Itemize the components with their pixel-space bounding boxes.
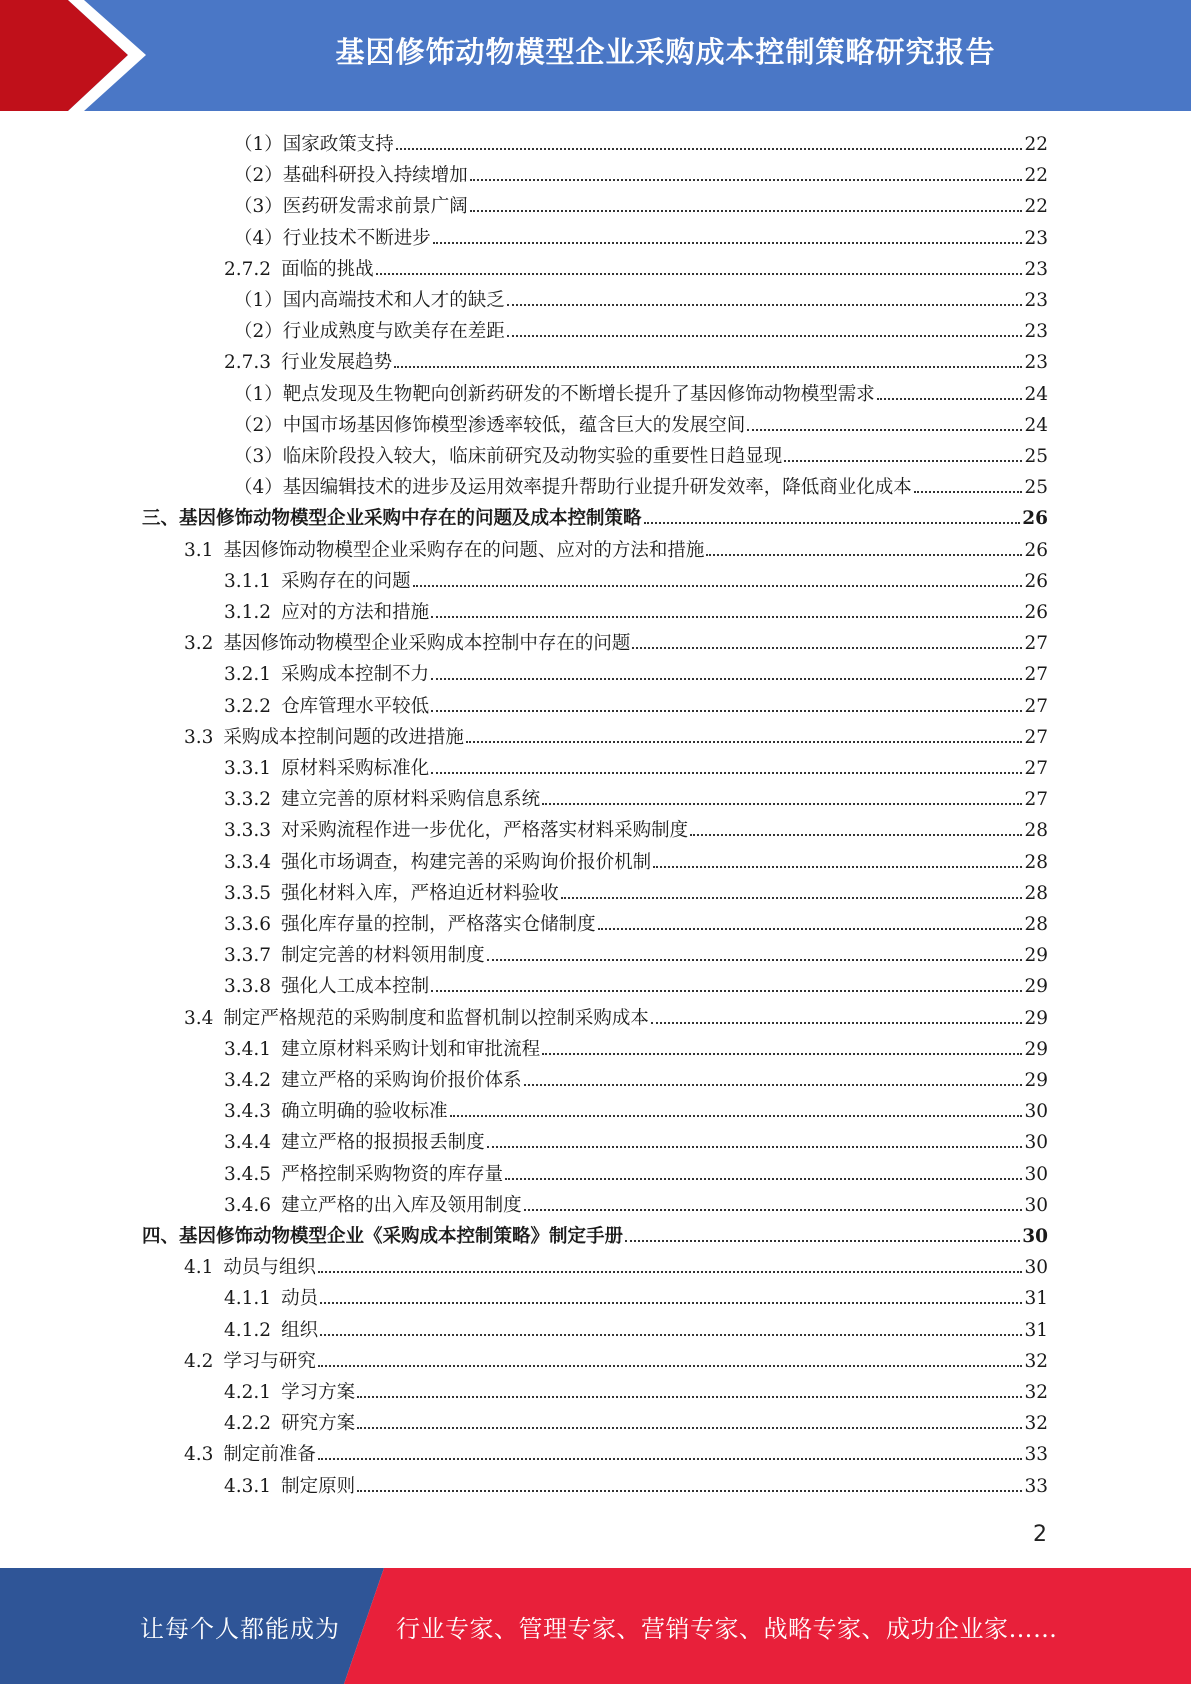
toc-entry-row[interactable] bbox=[224, 1376, 1048, 1404]
toc-entry-title: 严格控制采购物资的库存量 bbox=[281, 1163, 504, 1185]
toc-entry-number: 3.3.6 bbox=[224, 914, 272, 935]
toc-entry-page: 30 bbox=[1022, 1226, 1048, 1247]
toc-entry-number: （2） bbox=[234, 165, 283, 187]
toc-entry-row[interactable] bbox=[184, 721, 1048, 749]
toc-leader-dots bbox=[784, 460, 1022, 462]
toc-entry-title: 中国市场基因修饰模型渗透率较低，蕴含巨大的发展空间 bbox=[282, 414, 746, 436]
toc-entry-page: 29 bbox=[1024, 1007, 1048, 1029]
toc-entry-row[interactable] bbox=[224, 1095, 1048, 1123]
toc-leader-dots bbox=[431, 678, 1022, 680]
toc-leader-dots bbox=[320, 1302, 1022, 1304]
toc-entry-page: 30 bbox=[1024, 1101, 1048, 1123]
toc-entry-row[interactable] bbox=[224, 596, 1048, 624]
toc-entry-row[interactable] bbox=[224, 814, 1048, 842]
toc-entry-row[interactable] bbox=[234, 284, 1048, 312]
toc-entry-title: 行业成熟度与欧美存在差距 bbox=[282, 321, 505, 343]
toc-entry-title: 建立严格的报损报丢制度 bbox=[281, 1132, 485, 1154]
toc-entry-row[interactable] bbox=[184, 1345, 1048, 1373]
toc-entry-number: 3.4.1 bbox=[224, 1038, 272, 1060]
toc-entry-page: 26 bbox=[1024, 570, 1048, 592]
toc-entry-number: 4.3 bbox=[184, 1444, 214, 1466]
toc-entry-page: 31 bbox=[1024, 1319, 1048, 1341]
toc-entry-row[interactable] bbox=[224, 1158, 1048, 1186]
toc-entry-page: 32 bbox=[1024, 1413, 1048, 1435]
toc-entry-number: 3.4.6 bbox=[224, 1194, 272, 1216]
toc-entry-title: 基因修饰动物模型企业采购存在的问题、应对的方法和措施 bbox=[223, 539, 705, 561]
toc-leader-dots bbox=[625, 1240, 1020, 1242]
toc-chapter-row[interactable] bbox=[142, 502, 1048, 530]
toc-entry-page: 27 bbox=[1024, 695, 1048, 717]
toc-leader-dots bbox=[914, 491, 1023, 493]
toc-entry-title: 动员与组织 bbox=[223, 1257, 316, 1279]
toc-leader-dots bbox=[357, 1396, 1022, 1398]
toc-entry-row[interactable] bbox=[234, 378, 1048, 406]
toc-entry-title: 面临的挑战 bbox=[281, 258, 374, 280]
toc-entry-title: 学习与研究 bbox=[223, 1350, 316, 1372]
toc-entry-page: 22 bbox=[1024, 196, 1048, 218]
toc-entry-title: 国内高端技术和人才的缺乏 bbox=[282, 290, 505, 311]
toc-entry-row[interactable] bbox=[184, 1002, 1048, 1030]
toc-entry-number: 3.3.7 bbox=[224, 945, 272, 967]
toc-entry-number: 3.1.1 bbox=[224, 570, 272, 592]
toc-entry-number: （4） bbox=[234, 477, 283, 499]
toc-entry-row[interactable] bbox=[224, 846, 1048, 874]
toc-leader-dots bbox=[524, 1084, 1023, 1086]
toc-leader-dots bbox=[450, 1115, 1023, 1117]
toc-entry-page: 30 bbox=[1024, 1132, 1048, 1154]
toc-entry-page: 29 bbox=[1024, 976, 1048, 998]
toc-entry-row[interactable] bbox=[224, 1189, 1048, 1217]
toc-entry-row[interactable] bbox=[224, 1033, 1048, 1061]
toc-entry-page: 22 bbox=[1024, 165, 1048, 187]
toc-entry-page: 27 bbox=[1024, 664, 1048, 686]
toc-entry-number: 2.7.2 bbox=[224, 258, 272, 280]
toc-leader-dots bbox=[470, 179, 1023, 181]
toc-leader-dots bbox=[431, 990, 1022, 992]
toc-entry-page: 23 bbox=[1024, 352, 1048, 374]
toc-leader-dots bbox=[542, 803, 1022, 805]
toc-entry-number: （4） bbox=[234, 227, 283, 249]
toc-entry-row[interactable] bbox=[234, 409, 1048, 437]
toc-entry-page: 27 bbox=[1024, 758, 1048, 779]
toc-entry-title: 建立严格的采购询价报价体系 bbox=[281, 1070, 522, 1091]
header-arrow-icon bbox=[0, 0, 150, 111]
toc-entry-title: 仓库管理水平较低 bbox=[281, 695, 430, 717]
toc-entry-number: 3.2 bbox=[184, 633, 214, 655]
toc-leader-dots bbox=[507, 335, 1023, 337]
toc-leader-dots bbox=[431, 772, 1022, 774]
toc-entry-number: （1） bbox=[234, 134, 283, 155]
toc-leader-dots bbox=[542, 1053, 1022, 1055]
toc-entry-page: 32 bbox=[1024, 1382, 1048, 1403]
toc-leader-dots bbox=[487, 1146, 1023, 1148]
toc-entry-row[interactable] bbox=[184, 534, 1048, 562]
toc-entry-title: 应对的方法和措施 bbox=[281, 602, 430, 623]
toc-entry-number: 3.3.4 bbox=[224, 851, 272, 873]
toc-entry-title: 靶点发现及生物靶向创新药研发的不断增长提升了基因修饰动物模型需求 bbox=[282, 383, 875, 405]
toc-entry-number: （1） bbox=[234, 383, 283, 405]
toc-entry-page: 28 bbox=[1024, 820, 1048, 842]
page-header bbox=[0, 0, 1191, 111]
toc-entry-number: （3） bbox=[234, 196, 283, 218]
toc-entry-number: 4.2 bbox=[184, 1350, 214, 1372]
toc-leader-dots bbox=[632, 647, 1022, 649]
footer-slogan-left: 让每个人都能成为 bbox=[140, 1614, 340, 1643]
toc-entry-number: 3.3.2 bbox=[224, 789, 272, 811]
toc-entry-page: 30 bbox=[1024, 1163, 1048, 1185]
toc-leader-dots bbox=[644, 522, 1021, 524]
toc-leader-dots bbox=[318, 1458, 1023, 1460]
toc-entry-number: 3.3.3 bbox=[224, 820, 272, 842]
toc-entry-number: 3.2.2 bbox=[224, 695, 272, 717]
toc-entry-row[interactable] bbox=[224, 1126, 1048, 1154]
toc-entry-number: 三、 bbox=[142, 508, 180, 530]
toc-leader-dots bbox=[431, 616, 1022, 618]
toc-entry-number: 4.3.1 bbox=[224, 1475, 272, 1497]
toc-entry-title: 基因修饰动物模型企业采购成本控制中存在的问题 bbox=[223, 633, 631, 655]
toc-leader-dots bbox=[524, 1209, 1023, 1211]
toc-entry-number: 3.4.4 bbox=[224, 1132, 272, 1154]
toc-entry-row[interactable] bbox=[224, 908, 1048, 936]
toc-entry-page: 26 bbox=[1024, 539, 1048, 561]
toc-entry-page: 23 bbox=[1024, 290, 1048, 311]
toc-entry-number: 四、 bbox=[142, 1226, 180, 1247]
toc-entry-title: 制定严格规范的采购制度和监督机制以控制采购成本 bbox=[223, 1007, 649, 1029]
toc-entry-page: 28 bbox=[1024, 882, 1048, 904]
toc-leader-dots bbox=[747, 429, 1022, 431]
toc-entry-row[interactable] bbox=[234, 159, 1048, 187]
toc-entry-row[interactable] bbox=[234, 128, 1048, 156]
page-number: 2 bbox=[1033, 1522, 1047, 1547]
toc-leader-dots bbox=[487, 959, 1023, 961]
toc-entry-row[interactable] bbox=[224, 1470, 1048, 1498]
toc-entry-page: 25 bbox=[1024, 477, 1048, 499]
toc-entry-page: 26 bbox=[1022, 508, 1048, 530]
toc-entry-title: 强化库存量的控制，严格落实仓储制度 bbox=[281, 914, 596, 935]
toc-entry-title: 学习方案 bbox=[281, 1382, 356, 1403]
toc-entry-number: 3.4.5 bbox=[224, 1163, 272, 1185]
toc-entry-title: 医药研发需求前景广阔 bbox=[282, 196, 468, 218]
toc-entry-row[interactable] bbox=[224, 970, 1048, 998]
page-footer bbox=[0, 1568, 1191, 1684]
toc-leader-dots bbox=[706, 554, 1022, 556]
toc-entry-number: （2） bbox=[234, 414, 283, 436]
toc-entry-page: 29 bbox=[1024, 1070, 1048, 1091]
toc-leader-dots bbox=[690, 834, 1022, 836]
toc-entry-page: 27 bbox=[1024, 789, 1048, 811]
toc-entry-page: 30 bbox=[1024, 1257, 1048, 1279]
toc-entry-page: 24 bbox=[1024, 414, 1048, 436]
toc-entry-title: 研究方案 bbox=[281, 1413, 356, 1435]
toc-leader-dots bbox=[318, 1365, 1023, 1367]
toc-leader-dots bbox=[357, 1490, 1022, 1492]
toc-leader-dots bbox=[561, 897, 1023, 899]
toc-entry-title: 制定原则 bbox=[281, 1475, 356, 1497]
toc-entry-page: 29 bbox=[1024, 1038, 1048, 1060]
toc-entry-title: 采购存在的问题 bbox=[281, 570, 411, 592]
toc-entry-title: 基础科研投入持续增加 bbox=[282, 165, 468, 187]
toc-entry-title: 采购成本控制问题的改进措施 bbox=[223, 726, 464, 748]
toc-entry-page: 29 bbox=[1024, 945, 1048, 967]
document-title: 基因修饰动物模型企业采购成本控制策略研究报告 bbox=[335, 35, 996, 69]
toc-entry-title: 建立原材料采购计划和审批流程 bbox=[281, 1038, 541, 1060]
toc-entry-row[interactable] bbox=[224, 877, 1048, 905]
toc-entry-number: 4.2.1 bbox=[224, 1382, 272, 1403]
toc-entry-number: 3.1.2 bbox=[224, 602, 272, 623]
toc-entry-title: 强化市场调查，构建完善的采购询价报价机制 bbox=[281, 851, 652, 873]
toc-chapter-row[interactable] bbox=[142, 1220, 1048, 1248]
toc-entry-title: 制定前准备 bbox=[223, 1444, 316, 1466]
toc-entry-number: 3.3.1 bbox=[224, 758, 272, 779]
toc-entry-page: 33 bbox=[1024, 1475, 1048, 1497]
toc-entry-page: 31 bbox=[1024, 1288, 1048, 1310]
toc-leader-dots bbox=[394, 366, 1022, 368]
toc-entry-number: 2.7.3 bbox=[224, 352, 272, 374]
toc-entry-page: 32 bbox=[1024, 1350, 1048, 1372]
toc-entry-title: 国家政策支持 bbox=[282, 134, 394, 155]
toc-leader-dots bbox=[318, 1271, 1023, 1273]
toc-entry-row[interactable] bbox=[184, 1438, 1048, 1466]
toc-entry-title: 组织 bbox=[281, 1319, 319, 1341]
toc-entry-row[interactable] bbox=[224, 658, 1048, 686]
toc-leader-dots bbox=[431, 710, 1022, 712]
toc-entry-number: 3.4.2 bbox=[224, 1070, 272, 1091]
toc-entry-title: 采购成本控制不力 bbox=[281, 664, 430, 686]
footer-slogan-right: 行业专家、管理专家、营销专家、战略专家、成功企业家…… bbox=[396, 1614, 1058, 1643]
toc-entry-page: 27 bbox=[1024, 726, 1048, 748]
toc-entry-title: 确立明确的验收标准 bbox=[281, 1101, 448, 1123]
toc-entry-page: 33 bbox=[1024, 1444, 1048, 1466]
toc-entry-number: 4.1.2 bbox=[224, 1319, 272, 1341]
toc-entry-title: 对采购流程作进一步优化，严格落实材料采购制度 bbox=[281, 820, 689, 842]
toc-entry-number: 3.4.3 bbox=[224, 1101, 272, 1123]
toc-entry-title: 基因修饰动物模型企业《采购成本控制策略》制定手册 bbox=[179, 1226, 624, 1247]
toc-entry-page: 28 bbox=[1024, 914, 1048, 935]
toc-entry-page: 30 bbox=[1024, 1194, 1048, 1216]
toc-leader-dots bbox=[433, 242, 1023, 244]
toc-entry-page: 23 bbox=[1024, 258, 1048, 280]
toc-leader-dots bbox=[470, 210, 1023, 212]
toc-entry-row[interactable] bbox=[224, 565, 1048, 593]
toc-leader-dots bbox=[653, 866, 1022, 868]
toc-entry-page: 24 bbox=[1024, 383, 1048, 405]
toc-entry-title: 基因编辑技术的进步及运用效率提升帮助行业提升研发效率，降低商业化成本 bbox=[282, 477, 912, 499]
toc-entry-title: 动员 bbox=[281, 1288, 319, 1310]
toc-leader-dots bbox=[877, 398, 1023, 400]
toc-entry-number: 3.3.5 bbox=[224, 882, 272, 904]
toc-entry-title: 强化材料入库，严格迫近材料验收 bbox=[281, 882, 559, 904]
toc-entry-row[interactable] bbox=[234, 315, 1048, 343]
toc-leader-dots bbox=[357, 1427, 1022, 1429]
toc-entry-row[interactable] bbox=[224, 1407, 1048, 1435]
toc-entry-number: 4.2.2 bbox=[224, 1413, 272, 1435]
toc-entry-title: 行业技术不断进步 bbox=[282, 227, 431, 249]
toc-leader-dots bbox=[376, 273, 1023, 275]
toc-entry-number: （2） bbox=[234, 321, 283, 343]
toc-entry-page: 23 bbox=[1024, 227, 1048, 249]
toc-entry-row[interactable] bbox=[234, 190, 1048, 218]
toc-entry-number: 3.3 bbox=[184, 726, 214, 748]
toc-entry-row[interactable] bbox=[234, 471, 1048, 499]
toc-entry-row[interactable] bbox=[234, 440, 1048, 468]
toc-entry-row[interactable] bbox=[184, 627, 1048, 655]
toc-entry-number: 3.3.8 bbox=[224, 976, 272, 998]
toc-entry-page: 27 bbox=[1024, 633, 1048, 655]
toc-entry-title: 建立完善的原材料采购信息系统 bbox=[281, 789, 541, 811]
toc-entry-row[interactable] bbox=[224, 939, 1048, 967]
toc-entry-number: （3） bbox=[234, 446, 283, 467]
toc-entry-number: 3.4 bbox=[184, 1007, 214, 1029]
toc-entry-title: 强化人工成本控制 bbox=[281, 976, 430, 998]
toc-entry-page: 26 bbox=[1024, 602, 1048, 623]
toc-leader-dots bbox=[651, 1022, 1023, 1024]
toc-leader-dots bbox=[413, 585, 1023, 587]
toc-leader-dots bbox=[320, 1334, 1022, 1336]
toc-entry-title: 行业发展趋势 bbox=[281, 352, 393, 374]
toc-leader-dots bbox=[396, 148, 1023, 150]
toc-entry-row[interactable] bbox=[234, 222, 1048, 250]
toc-entry-page: 22 bbox=[1024, 134, 1048, 155]
toc-entry-row[interactable] bbox=[224, 690, 1048, 718]
toc-entry-title: 基因修饰动物模型企业采购中存在的问题及成本控制策略 bbox=[179, 508, 642, 530]
toc-entry-number: 3.1 bbox=[184, 539, 214, 561]
toc-entry-page: 23 bbox=[1024, 321, 1048, 343]
toc-entry-row[interactable] bbox=[224, 346, 1048, 374]
toc-entry-row[interactable] bbox=[224, 783, 1048, 811]
toc-entry-row[interactable] bbox=[224, 253, 1048, 281]
toc-entry-row[interactable] bbox=[184, 1251, 1048, 1279]
toc-entry-number: 4.1.1 bbox=[224, 1288, 272, 1310]
toc-entry-number: 3.2.1 bbox=[224, 664, 272, 686]
toc-entry-page: 25 bbox=[1024, 446, 1048, 467]
toc-leader-dots bbox=[466, 741, 1023, 743]
toc-entry-title: 建立严格的出入库及领用制度 bbox=[281, 1194, 522, 1216]
toc-entry-row[interactable] bbox=[224, 1282, 1048, 1310]
toc-leader-dots bbox=[505, 1178, 1022, 1180]
toc-entry-page: 28 bbox=[1024, 851, 1048, 873]
toc-leader-dots bbox=[507, 304, 1023, 306]
toc-entry-title: 制定完善的材料领用制度 bbox=[281, 945, 485, 967]
toc-leader-dots bbox=[598, 928, 1023, 930]
toc-entry-number: 4.1 bbox=[184, 1257, 214, 1279]
toc-entry-title: 原材料采购标准化 bbox=[281, 758, 430, 779]
toc-entry-row[interactable] bbox=[224, 1064, 1048, 1092]
toc-entry-number: （1） bbox=[234, 290, 283, 311]
toc-entry-row[interactable] bbox=[224, 752, 1048, 780]
toc-entry-title: 临床阶段投入较大，临床前研究及动物实验的重要性日趋显现 bbox=[282, 446, 783, 467]
toc-entry-row[interactable] bbox=[224, 1314, 1048, 1342]
